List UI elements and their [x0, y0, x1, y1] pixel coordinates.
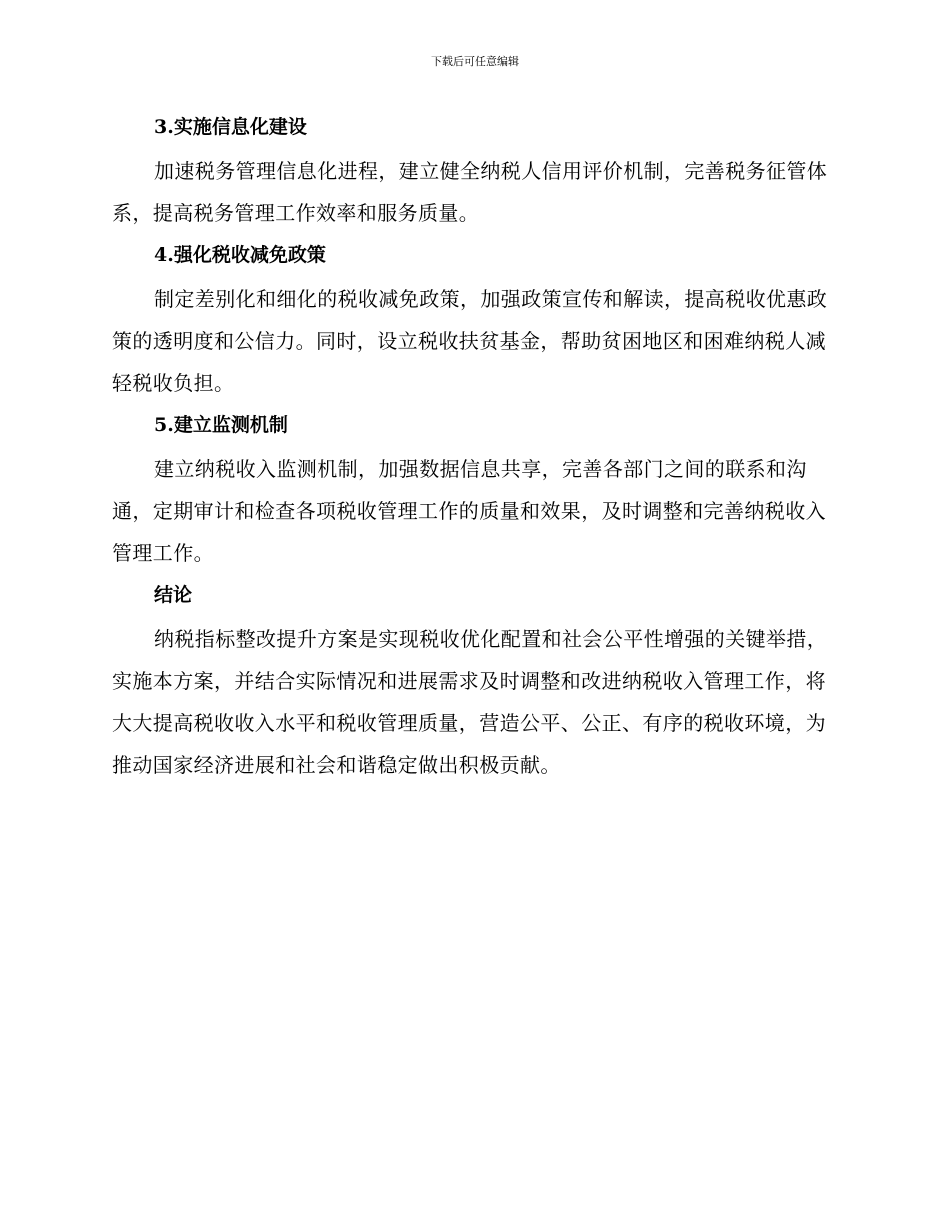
section-paragraph-monitoring: 建立纳税收入监测机制，加强数据信息共享，完善各部门之间的联系和沟通，定期审计和检查各项税收管理工作的质量和效果，及时调整和完善纳税收入管理工作。 — [112, 457, 826, 565]
section-paragraph-informatization: 加速税务管理信息化进程，建立健全纳税人信用评价机制，完善税务征管体系，提高税务管理工作效率和服务质量。 — [112, 159, 828, 225]
section-paragraph-conclusion: 纳税指标整改提升方案是实现税收优化配置和社会公平性增强的关键举措，实施本方案，并结合实际情况和进展需求及时调整和改进纳税收入管理工作，将大大提高税收收入水平和税收管理质量，营造公平、公正、有序的税收环境，为推动国家经济进展和社会和谐稳定做出积极贡献。 — [112, 627, 828, 777]
section-heading-informatization: 3.实施信息化建设 — [154, 116, 307, 138]
section-heading-monitoring: 5.建立监测机制 — [154, 414, 288, 436]
page-header: 下载后可任意编辑 — [431, 55, 519, 68]
document-body — [112, 112, 828, 786]
section-heading-tax-relief: 4.强化税收减免政策 — [154, 244, 326, 266]
section-heading-conclusion: 结论 — [154, 584, 193, 606]
section-paragraph-tax-relief: 制定差别化和细化的税收减免政策，加强政策宣传和解读，提高税收优惠政策的透明度和公信力。同时，设立税收扶贫基金，帮助贫困地区和困难纳税人减轻税收负担。 — [112, 287, 828, 395]
